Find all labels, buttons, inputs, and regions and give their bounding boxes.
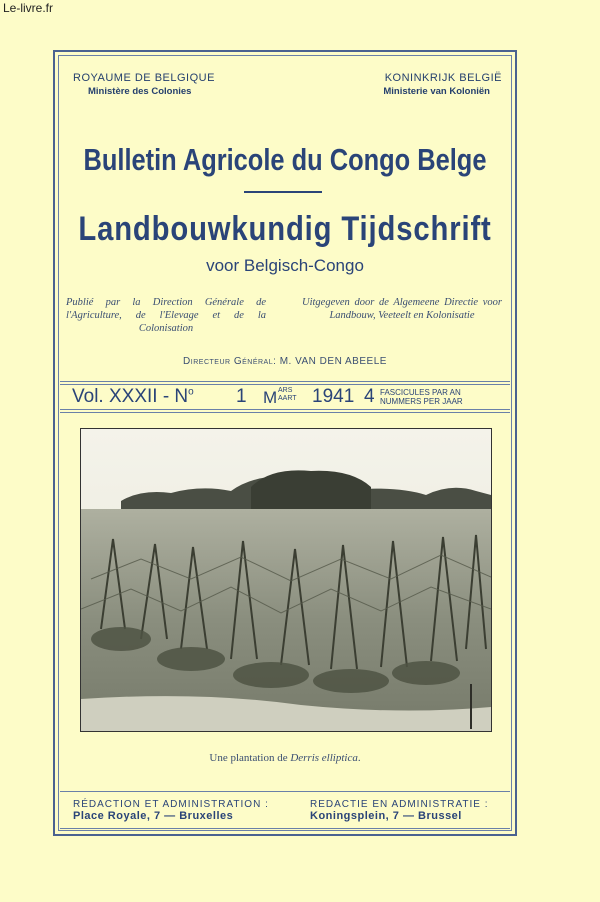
director-name: M. VAN DEN ABEELE — [279, 356, 387, 367]
footer-head-fr: RÉDACTION ET ADMINISTRATION : — [73, 799, 269, 810]
footer-rule-bottom — [60, 828, 510, 829]
publisher-dutch: Uitgegeven door de Algemeene Directie voor Landbouw, Veeteelt en Kolonisatie — [302, 297, 502, 321]
ministry-fr: Ministère des Colonies — [88, 86, 192, 97]
footer-address-nl: Koningsplein, 7 — Brussel — [310, 810, 462, 822]
photo-caption: Une plantation de Derris elliptica. — [209, 752, 361, 764]
footer-rule-top — [60, 791, 510, 792]
issue-year: 1941 — [312, 386, 355, 407]
issue-frequency: FASCICULES PAR AN NUMMERS PER JAAR — [380, 388, 463, 406]
issue-volume: Vol. XXXII - $N^o$ — [72, 386, 194, 407]
publisher-french: Publié par la Direction Générale de l'Agriculture, de l'Elevage et de la Colonisation — [66, 297, 266, 334]
footer-head-nl: REDACTIE EN ADMINISTRATIE : — [310, 799, 489, 810]
title-divider — [244, 191, 322, 193]
issue-number: 1 — [236, 386, 247, 407]
watermark: Le-livre.fr — [3, 1, 54, 15]
plantation-photo — [80, 428, 492, 732]
issue-count: 4 — [364, 386, 375, 407]
kingdom-nl: KONINKRIJK BELGIË — [384, 72, 502, 84]
issue-month: ARS AART — [278, 387, 297, 402]
director-label: Directeur Général: — [183, 356, 277, 367]
title-dutch-sub: voor Belgisch-Congo — [206, 256, 364, 275]
title-dutch: Landbouwkundig Tijdschrift — [78, 210, 492, 248]
issue-month-initial: M — [263, 388, 278, 407]
director-line — [0, 356, 570, 367]
title-french: Bulletin Agricole du Congo Belge — [83, 142, 487, 177]
kingdom-fr: ROYAUME DE BELGIQUE — [73, 72, 215, 84]
footer-address-fr: Place Royale, 7 — Bruxelles — [73, 810, 234, 822]
ministry-nl: Ministerie van Koloniën — [383, 86, 490, 97]
